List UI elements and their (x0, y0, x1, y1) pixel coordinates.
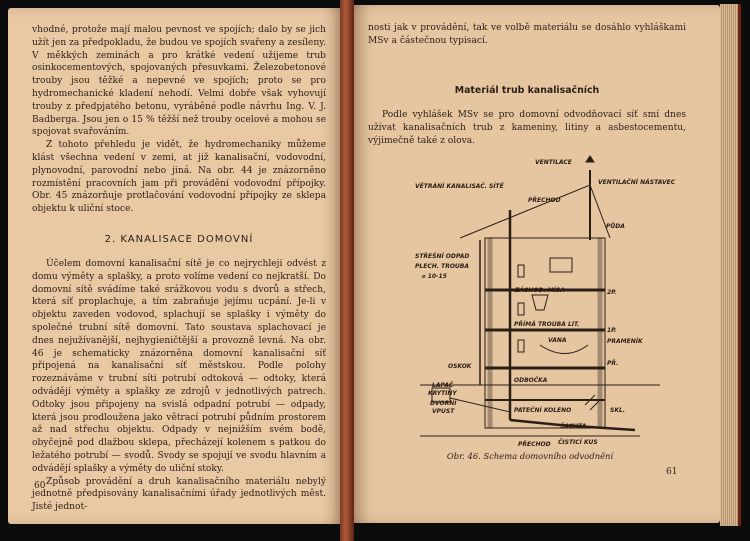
label-prechod-bottom: PŘECHOD (518, 441, 551, 448)
label-oskok: OSKOK (448, 363, 472, 370)
label-prechod-top: PŘECHOD (528, 197, 561, 204)
left-paragraph-2: Z tohoto přehledu je vidět, že hydromechaniky můžeme klást všechna vedení v zemi, at již kanalisační, vodovodní, plynovodní, parovodní nebo jiná. Na obr. 44 je znázorněno rozmístění pracovních jam při provádění vodovodní přípojky. Obr. 45 znázorňuje protlačování vodovodní přípojky ze sklepa objektu k uliční stoce. (32, 140, 326, 215)
right-page-number: 61 (666, 467, 678, 477)
left-paragraph-1: vhodné, protože mají malou pevnost ve spojích; dalo by se jich užít jen za předpokladu, že budou ve spojích svařeny a zesíleny. V měkkých zeminách a pro krátké vedení užijeme trub osinkocementových, spojovaných přesuvkami. Železobetonové trouby jsou těžké a nepevné ve spojích; proto se pro hydromechanické kladení nehodí. Velmi dobře však vyhovují trouby z předpjatého betonu, vyráběné podle návrhu Ing. V. J. Badberga. Jsou jen o 15 % těžší než trouby ocelové a mohou se spojovat svařováním. (32, 25, 326, 138)
label-plech-trouba: PLECH. TROUBA (415, 263, 470, 270)
book-gutter (340, 0, 354, 541)
label-lapac: LAPAČ (432, 382, 454, 389)
label-pateni: PATEČNÍ KOLENO (514, 407, 572, 414)
label-zachod: ZÁCHOD. MÍSA (515, 287, 565, 294)
label-ventilace: VENTILACE (535, 159, 572, 166)
label-diameter: ⌀ 10-15 (422, 273, 447, 280)
right-paragraph-1: nosti jak v provádění, tak ve volbě materiálu se dosáhlo vyhláškami MSv a částečnou typisací. (368, 23, 686, 46)
page-edges (720, 4, 741, 526)
label-odbocka: ODBOČKA (514, 377, 548, 384)
label-vana: VANA (548, 337, 567, 344)
right-paragraph-2: Podle vyhlášek MSv se pro domovní odvodňovací síť smí dnes užívat kanalisačních trub z kameniny, litiny a asbestocementu, výjimečně také z olova. (368, 110, 686, 146)
label-ground-floor: PŘ. (607, 360, 619, 367)
label-puda: PŮDA (606, 223, 625, 230)
section-heading: 2. KANALISACE DOMOVNÍ (104, 234, 254, 245)
label-vpust: VPUST (432, 408, 455, 415)
figure-caption: Obr. 46. Schema domovního odvodnění (446, 451, 614, 461)
label-krytiny: KRYTINY (428, 390, 457, 397)
left-paragraph-4: Způsob provádění a druh kanalisačního materiálu nebylý jednotně předpisovány kanalisačními úřady jednotlivých měst. Jisté jednot- (32, 476, 326, 513)
label-ventilacni: VENTILAČNÍ NÁSTAVEC (598, 179, 676, 186)
left-paragraph-3: Účelem domovní kanalisační sítě je co nejrychleji odvést z domu výměty a splašky, a proto volíme vedení co nejkratší. Do domovní sítě svádíme také srážkovou vodu s dvorů a střech, která síť proplachuje, a tím zabraňuje jejímu ucpání. Je-li v objektu zaveden vodovod, splachují se splašky i výměty do společné trubní sítě domovní. Tato soustava splachovací je dnes nejužívanější, nejhygieničtější a provozně levná. Na obr. 46 je schematicky znázorněna domovní kanalisační síť připojená na kanalisační síť městskou. Podle polohy rozeznáváme v trubní síti potrubí odtoková — odtoky, která odvádějí výměty a splašky ze zdrojů v jednotlivých patrech. Odtoky jsou připojeny na svislá odpadní potrubí — odpady, která jsou prodloužena jako větrací potrubí půdním prostorem až nad střechu objektu. Odpady v nejnižším svém bodě, obyčejně pod dlažbou sklepa, přecházejí kolenem s patkou do ležatého potrubí — svodů. Svody se spojují ve svodu hlavním a odvádějí splašky a výměty do uliční stoky. (32, 259, 326, 474)
label-cistici: ČISTICÍ KUS (558, 439, 598, 446)
left-page-number: 60 (34, 481, 46, 491)
drainage-schematic-figure (410, 150, 676, 450)
label-second-floor: 2P. (607, 289, 617, 296)
label-first-floor: 1P. (607, 327, 617, 334)
label-prima-trouba: PŘÍMÁ TROUBA LIT. (514, 321, 580, 328)
label-vetrani: VĚTRÁNÍ KANALISAČ. SÍTĚ (415, 183, 504, 190)
right-text-block-1 (368, 22, 686, 48)
left-text-block-2 (32, 258, 326, 514)
roof-outline (460, 185, 610, 238)
label-prameník: PRAMENÍK (607, 338, 643, 345)
right-section-heading: Materiál trub kanalisačních (454, 85, 600, 96)
right-text-block-2 (368, 109, 686, 147)
label-stresni-odpad: STŘEŠNÍ ODPAD (415, 253, 470, 260)
label-dvorni: DVORNÍ (430, 400, 457, 407)
left-text-block-1 (32, 24, 326, 216)
label-sklep: SKL. (610, 407, 626, 414)
label-sachta: ŠACHTA (560, 423, 587, 430)
